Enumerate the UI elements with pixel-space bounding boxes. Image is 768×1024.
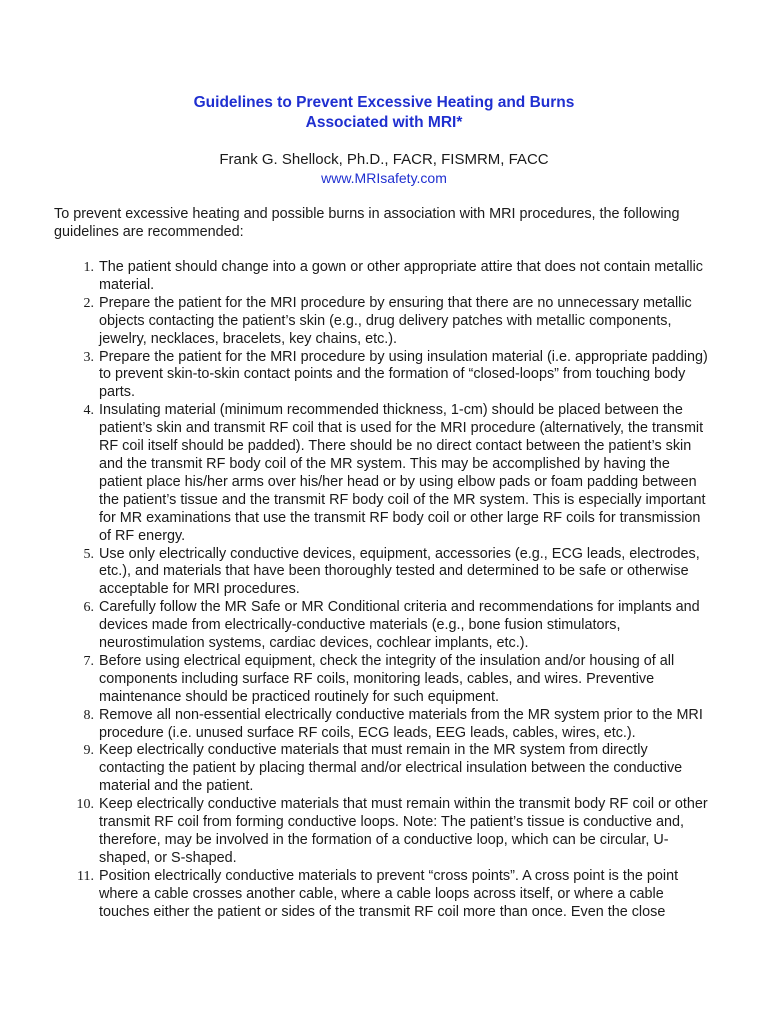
item-number: 1. <box>83 260 94 275</box>
title-line-2: Associated with MRI* <box>305 114 463 131</box>
list-item <box>0 653 714 707</box>
item-number: 10. <box>76 797 94 813</box>
item-text: Remove all non-essential electrically conductive materials from the MR system prior to the MRI procedure (i.e. unused surface RF coils, ECG leads, EEG leads, cables, wires, etc.). <box>99 706 703 741</box>
list-item <box>0 796 714 868</box>
item-text: Keep electrically conductive materials that must remain within the transmit body RF coil or other transmit RF coil from forming conductive loops. Note: The patient’s tissue is conductive and, therefore, may be involved in the formation of a conductive loop, which can be circular, U-shaped, or S-shaped. <box>99 796 708 866</box>
list-item <box>0 546 714 600</box>
list-item <box>0 295 714 349</box>
item-number: 11. <box>77 868 94 884</box>
item-text: Carefully follow the MR Safe or MR Conditional criteria and recommendations for implants and devices made from electrically-conductive materials (e.g., bone fusion stimulators, neurostimulation systems, cardiac devices, cochlear implants, etc.). <box>99 599 700 652</box>
item-number: 8. <box>83 707 94 723</box>
item-text: Insulating material (minimum recommended thickness, 1-cm) should be placed between the patient’s skin and transmit RF coil that is used for the MRI procedure (alternatively, the transmit RF coil itself should be padded). There should be no direct contact between the patient’s skin and the transmit RF body coil of the MR system. This may be accomplished by having the patient place his/her arms over his/her head or by using elbow pads or foam padding between the patient’s tissue and the transmit RF body coil of the MR system. This is especially important for MR examinations that use the transmit RF body coil or other large RF coils for transmission of RF energy. <box>99 402 706 544</box>
list-item <box>0 599 714 653</box>
list-item <box>0 402 714 545</box>
item-number: 2. <box>83 295 94 311</box>
item-text: Prepare the patient for the MRI procedure by ensuring that there are no unnecessary metallic objects contacting the patient’s skin (e.g., drug delivery patches with metallic components, jewelry, necklaces, bracelets, key chains, etc.). <box>99 294 692 347</box>
item-text: Before using electrical equipment, check the integrity of the insulation and/or housing of all components including surface RF coils, monitoring leads, cables, and wires. Preventive maintenance should be practiced routinely for such equipment. <box>99 652 675 705</box>
list-item <box>0 868 714 922</box>
item-text: Prepare the patient for the MRI procedure by using insulation material (i.e. appropriate padding) to prevent skin-to-skin contact points and the formation of “closed-loops” from touching body parts. <box>99 348 708 401</box>
list-item <box>0 707 714 743</box>
title-line-1: Guidelines to Prevent Excessive Heating and Burns <box>193 94 575 111</box>
item-number: 9. <box>83 743 94 759</box>
website-link[interactable]: www.MRIsafety.com <box>321 170 447 186</box>
document-title <box>0 93 768 133</box>
list-item <box>0 742 714 796</box>
guidelines-list <box>0 259 768 922</box>
author-line: Frank G. Shellock, Ph.D., FACR, FISMRM, FACC <box>219 151 549 168</box>
item-number: 7. <box>83 653 94 669</box>
item-text: Use only electrically conductive devices, equipment, accessories (e.g., ECG leads, electrodes, etc.), and materials that have been thoroughly tested and determined to be safe or otherwise acceptable for MRI procedures. <box>99 545 700 598</box>
item-text: Position electrically conductive materials to prevent “cross points”. A cross point is the point where a cable crosses another cable, where a cable loops across itself, or where a cable touches either the patient or sides of the transmit RF coil more than once. Even the close <box>99 867 679 920</box>
item-number: 4. <box>83 403 94 419</box>
item-text: Keep electrically conductive materials that must remain in the MR system from directly contacting the patient by placing thermal and/or electrical insulation between the conductive material and the patient. <box>99 742 683 795</box>
item-text: The patient should change into a gown or other appropriate attire that does not contain metallic material. <box>99 259 703 293</box>
intro-paragraph: To prevent excessive heating and possible burns in association with MRI procedures, the following guidelines are recommended: <box>54 206 680 240</box>
item-number: 3. <box>83 349 94 365</box>
item-number: 5. <box>83 546 94 562</box>
list-item <box>0 349 714 403</box>
item-number: 6. <box>83 600 94 616</box>
list-item <box>0 259 714 295</box>
